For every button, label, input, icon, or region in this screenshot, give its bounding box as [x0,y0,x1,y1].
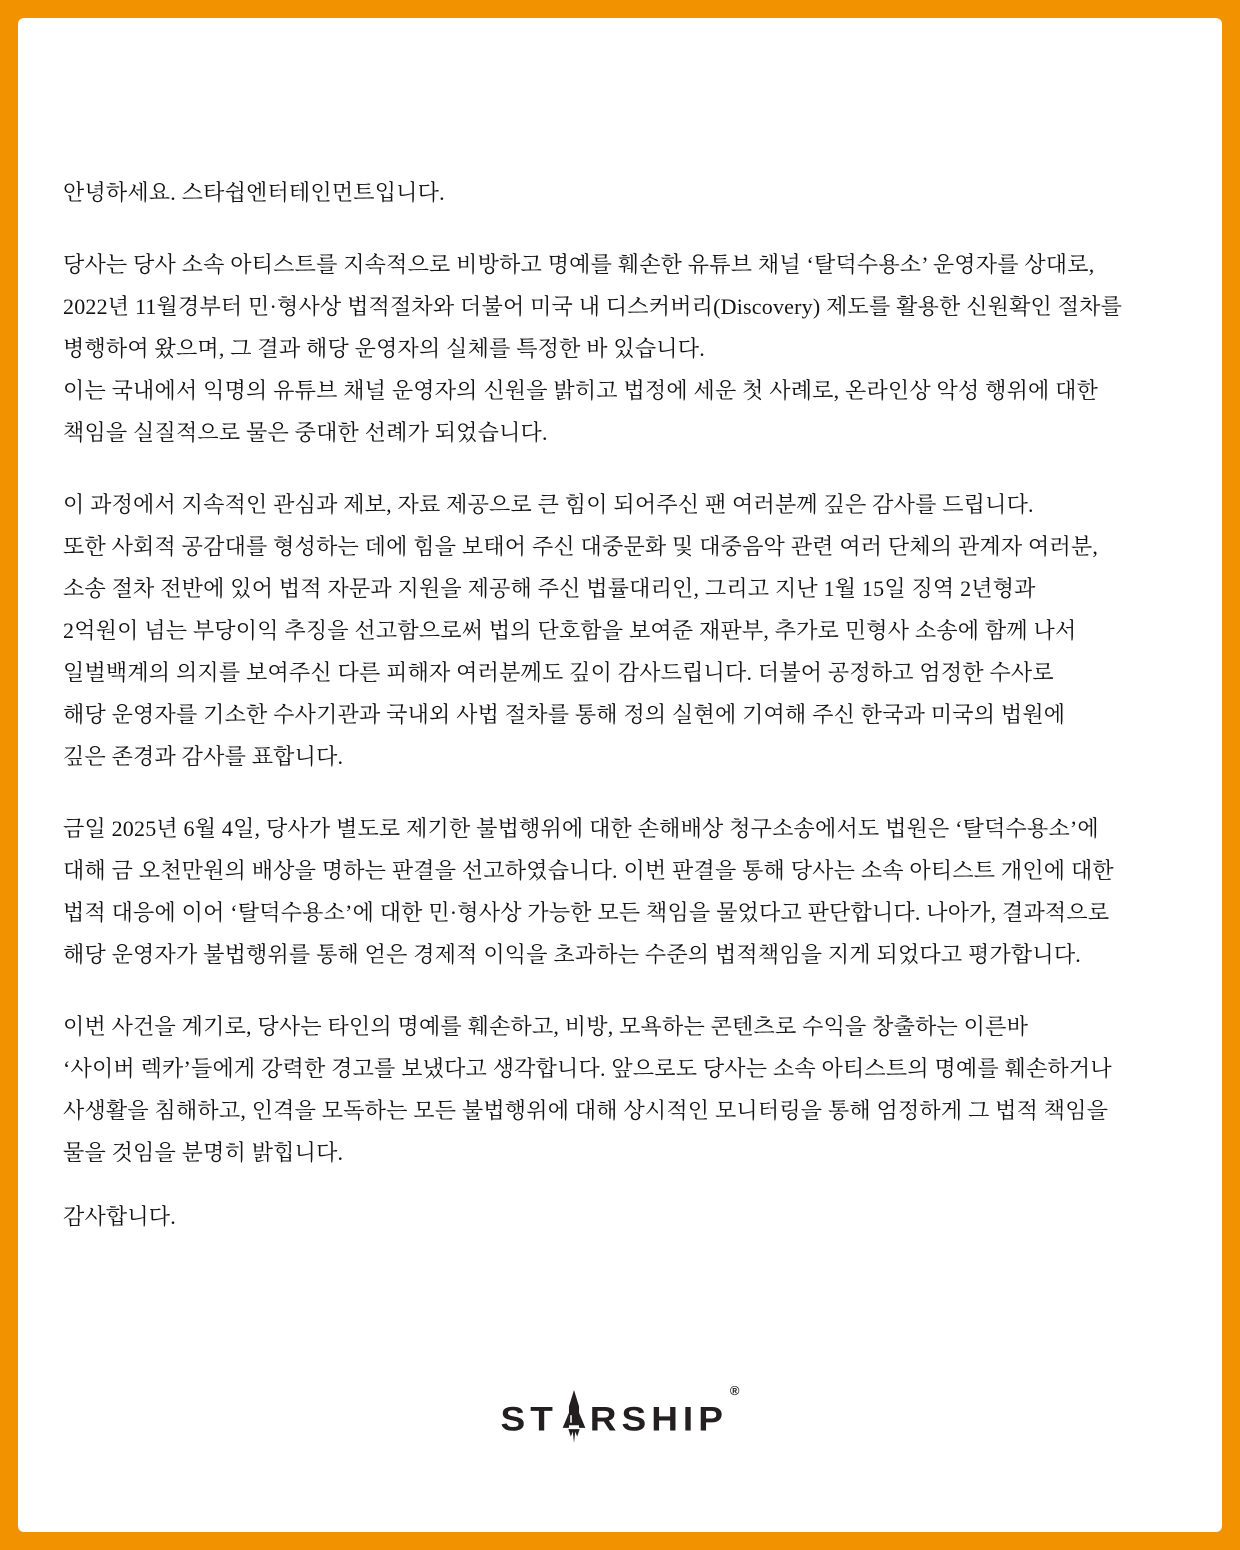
registered-trademark-icon: ® [729,1383,740,1398]
logo-text-prefix: ST [500,1400,558,1438]
logo-text-suffix: RSHIP [589,1400,728,1438]
paragraph-line: 소송 절차 전반에 있어 법적 자문과 지원을 제공해 주신 법률대리인, 그리고 지난 1월 15일 징역 2년형과 [63,576,1036,601]
paragraph-line: 또한 사회적 공감대를 형성하는 데에 힘을 보태어 주신 대중문화 및 대중음악 관련 여러 단체의 관계자 여러분, [63,534,1099,559]
statement-sheet [18,18,1222,1532]
paragraph-line: 일벌백계의 의지를 보여주신 다른 피해자 여러분께도 깊이 감사드립니다. 더불어 공정하고 엄정한 수사로 [63,660,1054,685]
paragraph-line: 2022년 11월경부터 민·형사상 법적절차와 더불어 미국 내 디스커버리(Discovery) 제도를 활용한 신원확인 절차를 [63,294,1123,319]
paragraph-line: 사생활을 침해하고, 인격을 모독하는 모든 불법행위에 대해 상시적인 모니터링을 통해 엄정하게 그 법적 책임을 [63,1098,1109,1123]
paragraph-line: 감사합니다. [63,1204,176,1229]
paragraph-line: 해당 운영자를 기소한 수사기관과 국내외 사법 절차를 통해 정의 실현에 기여해 주신 한국과 미국의 법원에 [63,702,1066,727]
paragraph-line: 물을 것임을 분명히 밝힙니다. [63,1140,344,1165]
paragraph-closing [63,1196,1177,1238]
paragraph-line: 책임을 실질적으로 물은 중대한 선례가 되었습니다. [63,420,548,445]
starship-logo [500,1383,740,1438]
logo-row [63,1383,1177,1438]
paragraph-line: ‘사이버 렉카’들에게 강력한 경고를 보냈다고 생각합니다. 앞으로도 당사는 소속 아티스트의 명예를 훼손하거나 [63,1056,1112,1081]
paragraph-line: 깊은 존경과 감사를 표합니다. [63,744,344,769]
paragraph-greeting [63,172,1177,214]
rocket-icon [559,1390,589,1448]
paragraph-line: 대해 금 오천만원의 배상을 명하는 판결을 선고하였습니다. 이번 판결을 통해 당사는 소속 아티스트 개인에 대한 [63,858,1114,883]
paragraph-line: 해당 운영자가 불법행위를 통해 얻은 경제적 이익을 초과하는 수준의 법적책임을 지게 되었다고 평가합니다. [63,942,1081,967]
paragraph-line: 병행하여 왔으며, 그 결과 해당 운영자의 실체를 특정한 바 있습니다. [63,336,705,361]
paragraph-line: 이 과정에서 지속적인 관심과 제보, 자료 제공으로 큰 힘이 되어주신 팬 여러분께 깊은 감사를 드립니다. [63,492,1034,517]
statement-body [63,172,1177,1238]
paragraph-line: 이는 국내에서 익명의 유튜브 채널 운영자의 신원을 밝히고 법정에 세운 첫 사례로, 온라인상 악성 행위에 대한 [63,378,1099,403]
paragraph-line: 안녕하세요. 스타쉽엔터테인먼트입니다. [63,180,445,205]
paragraph-line: 법적 대응에 이어 ‘탈덕수용소’에 대한 민·형사상 가능한 모든 책임을 물었다고 판단합니다. 나아가, 결과적으로 [63,900,1110,925]
paragraph-line: 당사는 당사 소속 아티스트를 지속적으로 비방하고 명예를 훼손한 유튜브 채널 ‘탈덕수용소’ 운영자를 상대로, [63,252,1095,277]
paragraph-line: 금일 2025년 6월 4일, 당사가 별도로 제기한 불법행위에 대한 손해배상 청구소송에서도 법원은 ‘탈덕수용소’에 [63,816,1099,841]
paragraph-line: 이번 사건을 계기로, 당사는 타인의 명예를 훼손하고, 비방, 모욕하는 콘텐츠로 수익을 창출하는 이른바 [63,1014,1029,1039]
paragraph-line: 2억원이 넘는 부당이익 추징을 선고함으로써 법의 단호함을 보여준 재판부, 추가로 민형사 소송에 함께 나서 [63,618,1077,643]
